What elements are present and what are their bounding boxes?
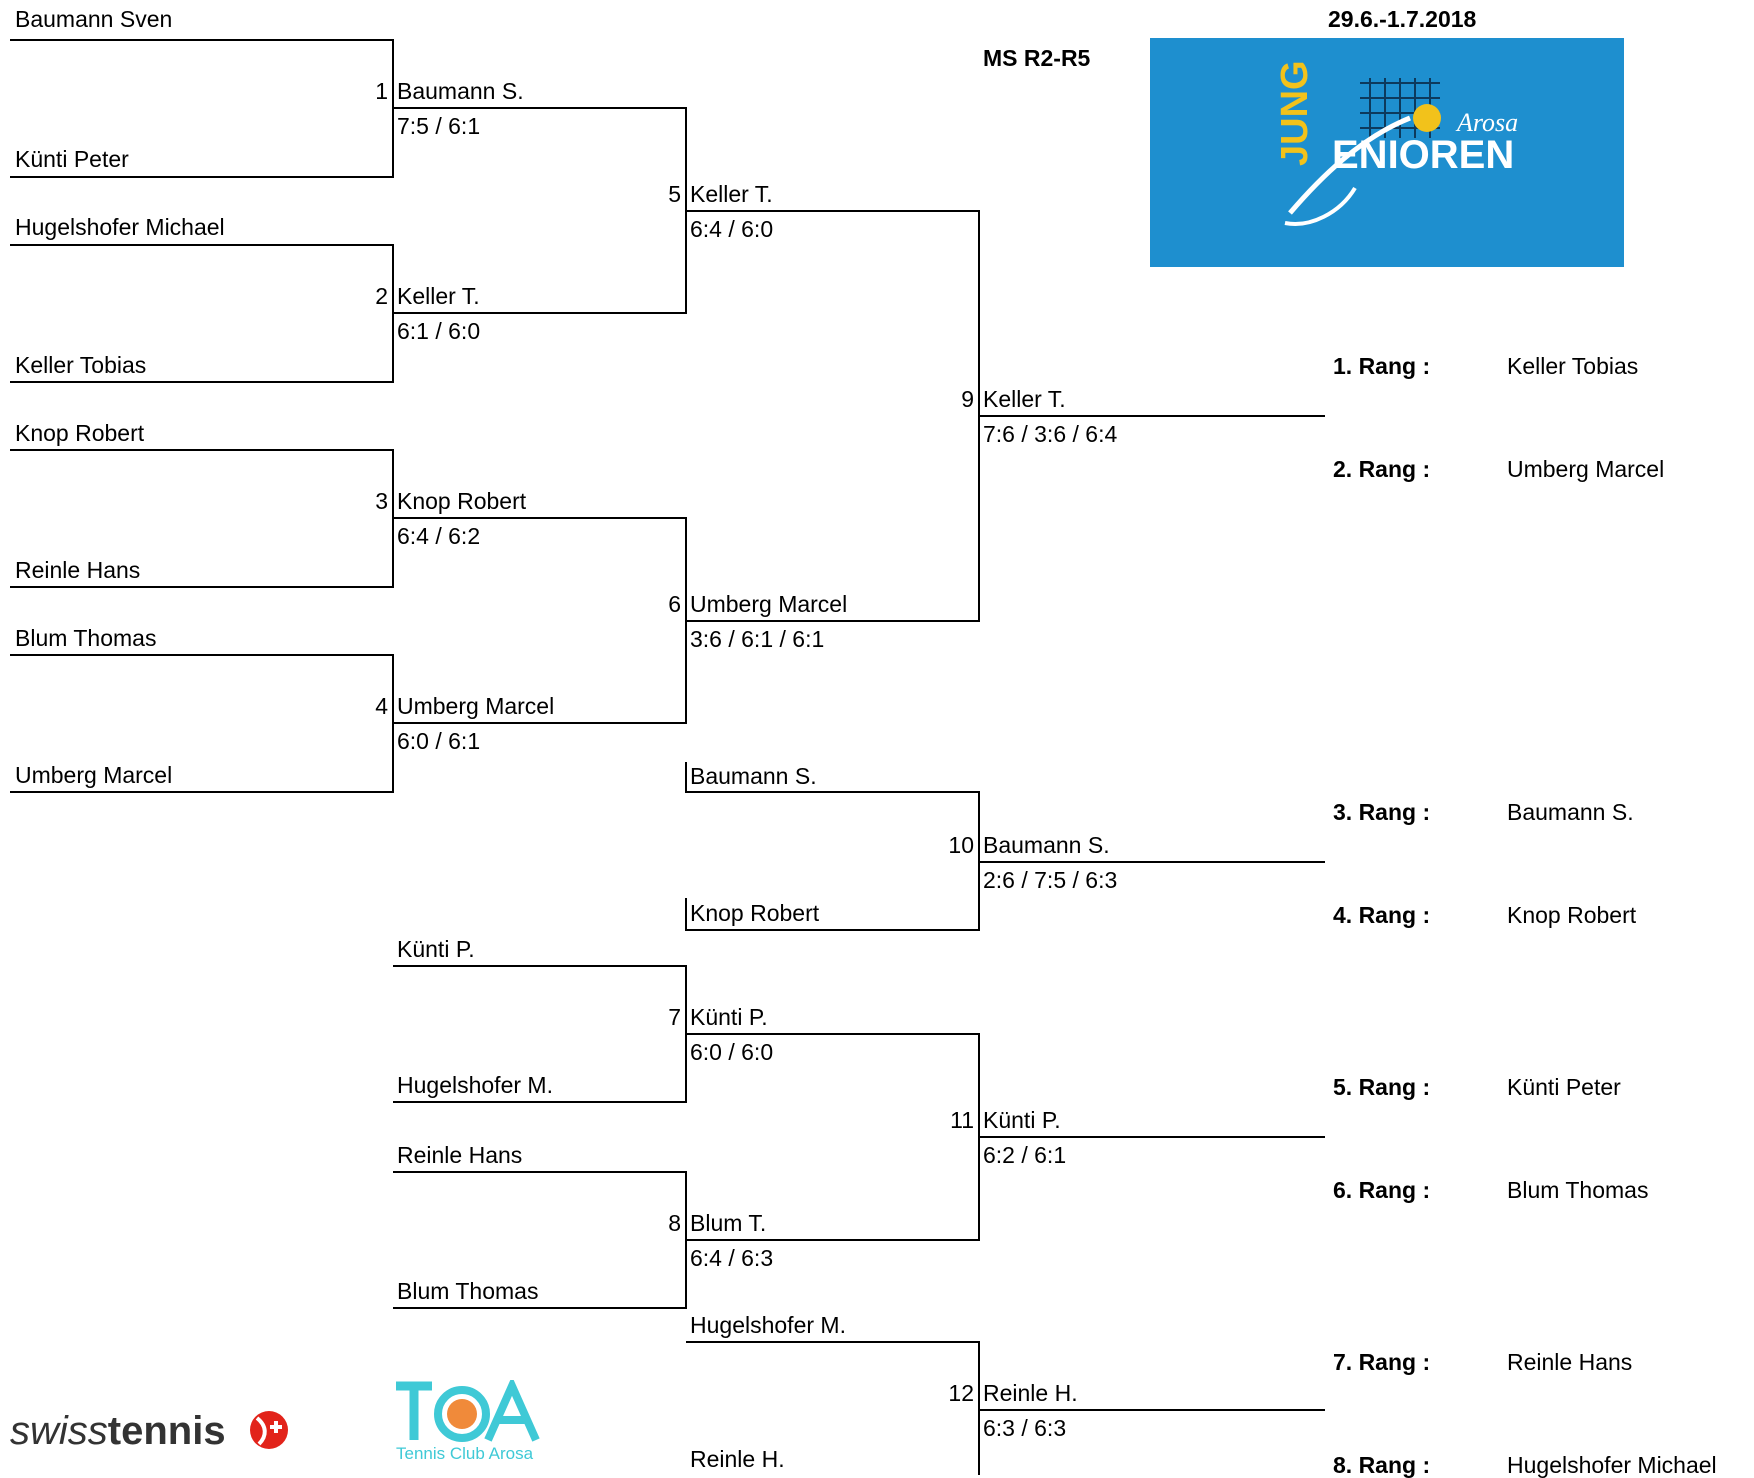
entry-name: Blum Thomas (397, 1278, 539, 1304)
r1-player: Künti Peter (15, 146, 129, 172)
r1-player: Umberg Marcel (15, 762, 173, 788)
match-number: 6 (668, 591, 681, 617)
tennis-club-arosa-logo (394, 1380, 544, 1470)
logo-arosa-text: Arosa (1457, 108, 1519, 137)
r1-player: Blum Thomas (15, 625, 157, 651)
logo-senioren-text: ENIOREN (1332, 133, 1515, 177)
r1-player: Baumann Sven (15, 6, 173, 32)
match-winner: Knop Robert (397, 488, 527, 514)
r1-player: Reinle Hans (15, 557, 141, 583)
match-number: 11 (950, 1107, 974, 1133)
swisstennis-logo-b: tennis (107, 1409, 226, 1453)
rank-name: Umberg Marcel (1507, 456, 1665, 482)
match-winner: Reinle H. (983, 1380, 1078, 1406)
match-score: 6:4 / 6:2 (397, 523, 481, 549)
category-title: MS R2-R5 (983, 45, 1091, 71)
match-winner: Umberg Marcel (397, 693, 555, 719)
event-date: 29.6.-1.7.2018 (1328, 6, 1477, 32)
rank-label: 8. Rang : (1333, 1452, 1431, 1478)
match-winner: Künti P. (983, 1107, 1061, 1133)
match-score: 6:1 / 6:0 (397, 318, 481, 344)
r1-player: Hugelshofer Michael (15, 214, 225, 240)
rank-name: Knop Robert (1507, 902, 1637, 928)
match-number: 8 (668, 1210, 681, 1236)
match-number: 5 (668, 181, 681, 207)
entry-name: Künti P. (397, 936, 475, 962)
rank-label: 2. Rang : (1333, 456, 1431, 482)
match-winner: Keller T. (397, 283, 480, 309)
swisstennis-ball-icon (245, 1408, 293, 1452)
match-winner: Künti P. (690, 1004, 768, 1030)
rank-name: Keller Tobias (1507, 353, 1639, 379)
match-score: 6:3 / 6:3 (983, 1415, 1067, 1441)
logo-jung-text: JUNG (1274, 60, 1316, 166)
match-number: 10 (948, 832, 974, 858)
match-winner: Keller T. (690, 181, 773, 207)
match-winner: Umberg Marcel (690, 591, 848, 617)
match-number: 3 (375, 488, 388, 514)
match-number: 2 (375, 283, 388, 309)
swisstennis-logo (10, 1408, 293, 1453)
match-score: 7:5 / 6:1 (397, 113, 481, 139)
match-score: 6:4 / 6:3 (690, 1245, 774, 1271)
rank-name: Baumann S. (1507, 799, 1634, 825)
rank-label: 5. Rang : (1333, 1074, 1431, 1100)
rank-name: Reinle Hans (1507, 1349, 1633, 1375)
rank-name: Künti Peter (1507, 1074, 1621, 1100)
tca-monogram-icon (394, 1380, 544, 1446)
rank-name: Hugelshofer Michael (1507, 1452, 1717, 1478)
match-winner: Blum T. (690, 1210, 767, 1236)
rank-label: 4. Rang : (1333, 902, 1431, 928)
match-number: 9 (961, 386, 974, 412)
match-winner: Baumann S. (983, 832, 1110, 858)
entry-name: Hugelshofer M. (397, 1072, 553, 1098)
match-number: 7 (668, 1004, 681, 1030)
match-number: 4 (375, 693, 388, 719)
entry-name: Baumann S. (690, 763, 817, 789)
entry-name: Hugelshofer M. (690, 1312, 846, 1338)
entry-name: Reinle H. (690, 1446, 785, 1472)
entry-name: Reinle Hans (397, 1142, 523, 1168)
swisstennis-logo-a: swiss (10, 1409, 108, 1453)
match-score: 6:2 / 6:1 (983, 1142, 1067, 1168)
rank-label: 3. Rang : (1333, 799, 1431, 825)
match-score: 7:6 / 3:6 / 6:4 (983, 421, 1118, 447)
r1-player: Keller Tobias (15, 352, 147, 378)
match-score: 6:4 / 6:0 (690, 216, 774, 242)
tca-caption: Tennis Club Arosa (396, 1444, 534, 1463)
rank-label: 6. Rang : (1333, 1177, 1431, 1203)
match-score: 2:6 / 7:5 / 6:3 (983, 867, 1118, 893)
match-score: 3:6 / 6:1 / 6:1 (690, 626, 825, 652)
match-number: 12 (948, 1380, 974, 1406)
entry-name: Knop Robert (690, 900, 820, 926)
match-score: 6:0 / 6:0 (690, 1039, 774, 1065)
rank-name: Blum Thomas (1507, 1177, 1649, 1203)
match-score: 6:0 / 6:1 (397, 728, 481, 754)
rank-label: 7. Rang : (1333, 1349, 1431, 1375)
match-winner: Keller T. (983, 386, 1066, 412)
match-number: 1 (375, 78, 388, 104)
match-winner: Baumann S. (397, 78, 524, 104)
r1-player: Knop Robert (15, 420, 145, 446)
jung-senioren-logo (1150, 38, 1624, 267)
rank-label: 1. Rang : (1333, 353, 1431, 379)
